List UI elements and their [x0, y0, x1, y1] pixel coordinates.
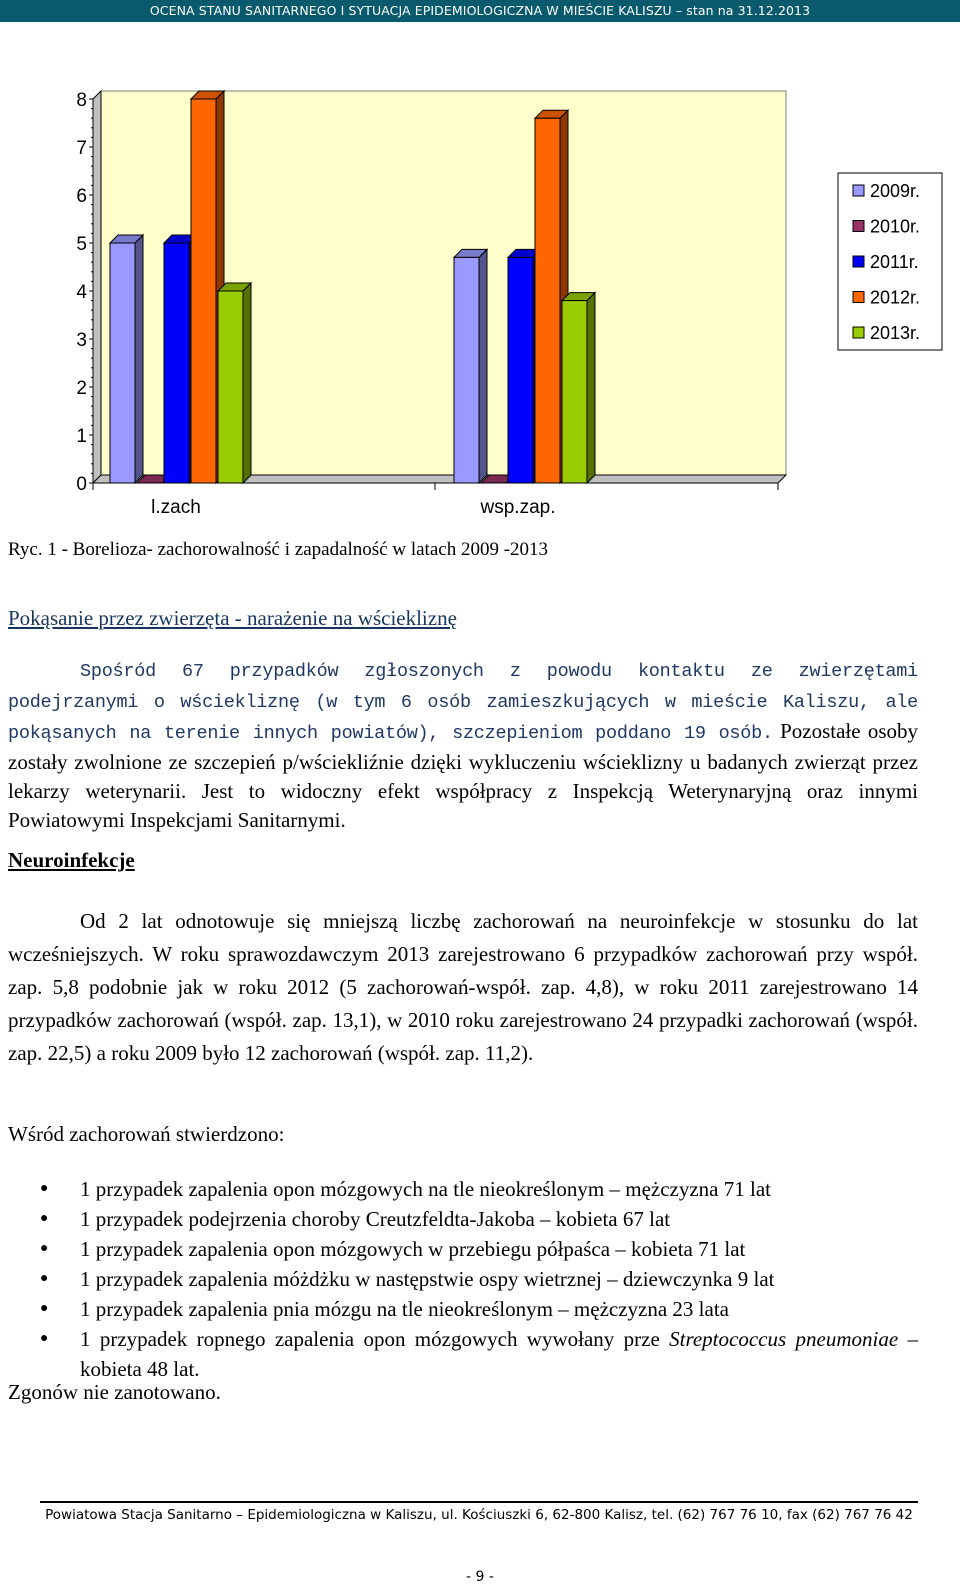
legend-swatch — [853, 327, 864, 338]
x-category-label: wsp.zap. — [480, 497, 556, 518]
y-tick-label: 1 — [76, 426, 87, 447]
paragraph-neuroinfections — [8, 905, 918, 1070]
bar-chart — [0, 0, 960, 530]
page-number: - 9 - — [466, 1569, 494, 1585]
list-item: ● 1 przypadek podejrzenia choroby Creutzfeldta-Jakoba – kobieta 67 lat — [0, 1204, 918, 1234]
legend-label: 2011r. — [870, 252, 919, 272]
list-item: ● 1 przypadek zapalenia opon mózgowych w przebiegu półpaśca – kobieta 71 lat — [0, 1234, 918, 1264]
list-item — [0, 1324, 918, 1384]
y-tick-label: 0 — [76, 474, 87, 495]
chart-side-wall — [93, 91, 101, 483]
closing-note: Zgonów nie zanotowano. — [8, 1380, 221, 1404]
legend-label: 2013r. — [870, 323, 921, 343]
rabies-text-part1: Spośród 67 przypadków zgłoszonych z powodu kontaktu ze zwierzętami podejrzanymi o wściekliznę (w tym 6 osób zamieszkujących w mieście Kaliszu, ale pokąsanych na terenie innych powiatów), szczepieniom poddano 19 osób. — [8, 661, 918, 744]
x-category-label: l.zach — [151, 497, 201, 518]
bar-side — [587, 293, 595, 483]
list-item: ● 1 przypadek zapalenia móżdżku w następstwie ospy wietrznej – dziewczynka 9 lat — [0, 1264, 918, 1294]
y-tick-label: 4 — [76, 282, 87, 303]
bar — [218, 291, 243, 483]
y-tick-label: 6 — [76, 186, 87, 207]
header-title: OCENA STANU SANITARNEGO I SYTUACJA EPIDEMIOLOGICZNA W MIEŚCIE KALISZU – stan na 31.12.2013 — [149, 3, 811, 18]
item6-text: 1 przypadek ropnego zapalenia opon mózgowych wywołany prze — [80, 1327, 670, 1351]
item6-tail: – kobieta 48 lat. — [80, 1327, 918, 1381]
neuroinfections-text: Od 2 lat odnotowuje się mniejszą liczbę zachorowań na neuroinfekcje w stosunku do lat wcześniejszych. W roku sprawozdawczym 2013 zarejestrowano 6 przypadków zachorowań przy współ. zap. 5,8 podobnie jak w roku 2012 (5 zachorowań-współ. zap. 4,8), w roku 2011 zarejestrowano 14 przypadków zachorowań (współ. zap. 13,1), w 2010 roku zarejestrowano 24 przypadki zachorowań (współ. zap. 22,5) a roku 2009 było 12 zachorowań (współ. zap. 11,2). — [8, 909, 918, 1065]
legend-label: 2009r. — [870, 181, 921, 201]
bar-side — [135, 235, 143, 483]
footer-divider — [40, 1501, 918, 1503]
list-item: ● 1 przypadek zapalenia pnia mózgu na tle nieokreślonym – mężczyzna 23 lata — [0, 1294, 918, 1324]
section-heading-bites: Pokąsanie przez zwierzęta - narażenie na wściekliznę — [8, 606, 457, 630]
bar — [535, 118, 560, 483]
y-tick-label: 5 — [76, 234, 87, 255]
y-tick-label: 3 — [76, 330, 87, 351]
bar-side — [243, 283, 251, 483]
legend-label: 2012r. — [870, 287, 921, 308]
legend-swatch — [853, 185, 864, 196]
list-item: ● 1 przypadek zapalenia opon mózgowych na tle nieokreślonym – mężczyzna 71 lat — [0, 1174, 918, 1204]
bar — [562, 301, 587, 483]
item6-species: Streptococcus pneumoniae — [669, 1327, 899, 1351]
bar — [191, 99, 216, 483]
bar — [110, 243, 135, 483]
legend-swatch — [853, 256, 864, 267]
legend-swatch — [853, 221, 864, 232]
findings-intro: Wśród zachorowań stwierdzono: — [8, 1122, 285, 1146]
legend-label: 2010r. — [870, 216, 921, 237]
bar — [164, 243, 189, 483]
section-heading-neuroinfections: Neuroinfekcje — [8, 848, 135, 872]
bar-side — [479, 249, 487, 483]
findings-list — [0, 1174, 918, 1384]
paragraph-rabies — [8, 655, 918, 835]
legend-swatch — [853, 292, 864, 303]
y-tick-label: 2 — [76, 378, 87, 399]
y-tick-label: 8 — [76, 90, 87, 111]
bar — [508, 257, 533, 483]
figure-caption: Ryc. 1 - Borelioza- zachorowalność i zapadalność w latach 2009 -2013 — [8, 539, 549, 560]
rabies-text-part2: Pozostałe osoby zostały zwolnione ze szczepień p/wściekliźnie dzięki wykluczeniu wścieklizny u badanych zwierząt przez lekarzy weterynarii. Jest to widoczny efekt współpracy z Inspekcją Weterynaryjną oraz innymi Powiatowymi Inspekcjami Sanitarnymi. — [8, 719, 918, 832]
footer-address: Powiatowa Stacja Sanitarno – Epidemiologiczna w Kaliszu, ul. Kościuszki 6, 62-800 Kalisz, tel. (62) 767 76 10, fax (62) 767 76 42 — [45, 1507, 913, 1523]
y-tick-label: 7 — [76, 138, 87, 159]
bar — [454, 257, 479, 483]
